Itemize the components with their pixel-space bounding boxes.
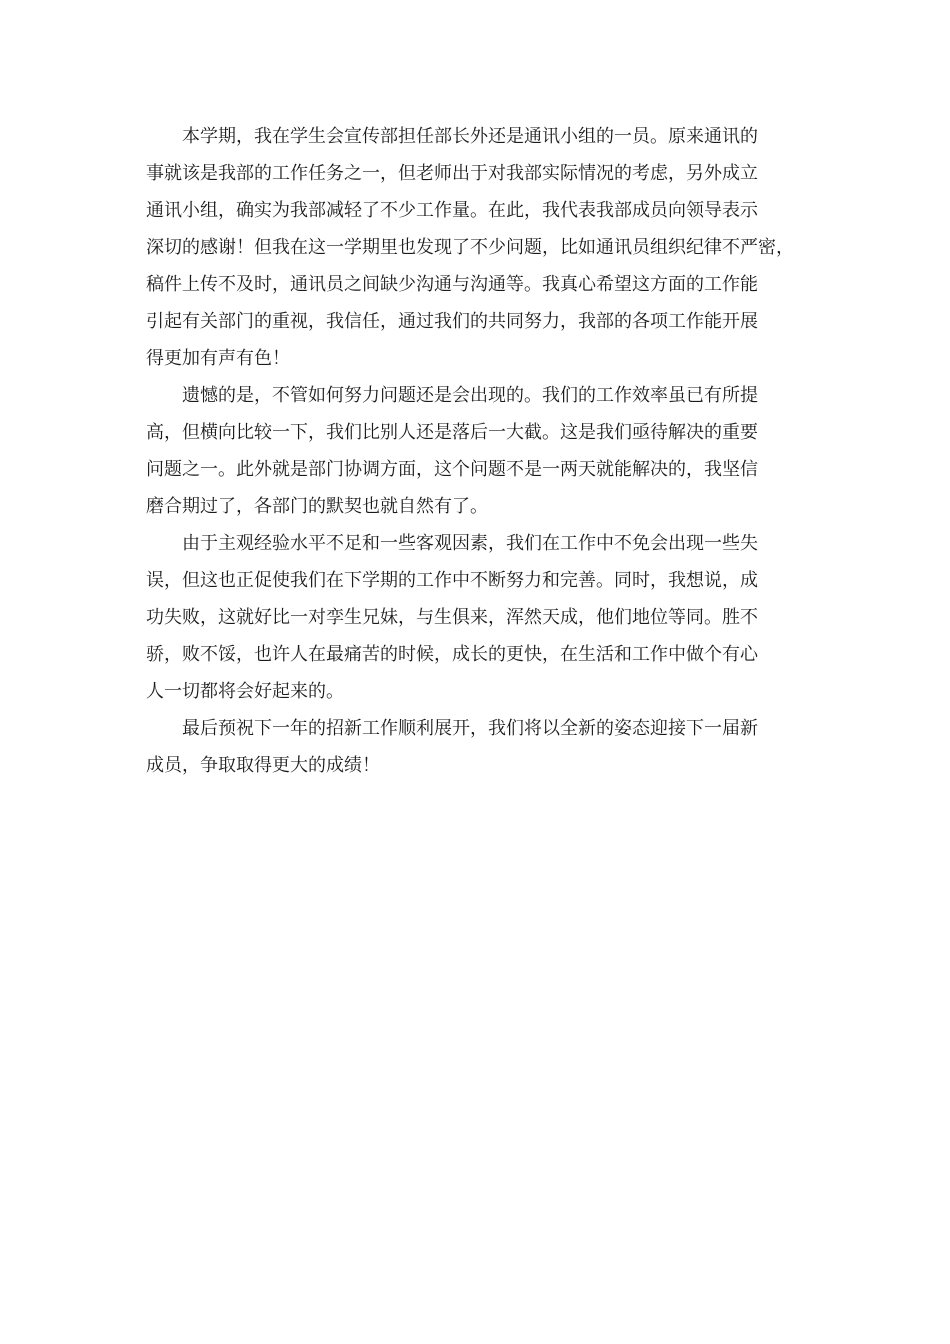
- document-body: [146, 118, 806, 784]
- paragraph-line: 功失败，这就好比一对孪生兄妹，与生俱来，浑然天成，他们地位等同。胜不: [146, 607, 758, 628]
- paragraph-line: 深切的感谢！但我在这一学期里也发现了不少问题，比如通讯员组织纪律不严密，: [146, 237, 794, 258]
- paragraph-line: 由于主观经验水平不足和一些客观因素，我们在工作中不免会出现一些失: [182, 533, 758, 554]
- paragraph-line: 遗憾的是，不管如何努力问题还是会出现的。我们的工作效率虽已有所提: [182, 385, 758, 406]
- paragraph-line: 引起有关部门的重视，我信任，通过我们的共同努力，我部的各项工作能开展: [146, 311, 758, 332]
- paragraph-4: [146, 710, 806, 784]
- paragraph-1: [146, 118, 806, 377]
- paragraph-line: 人一切都将会好起来的。: [146, 681, 344, 702]
- paragraph-2: [146, 377, 806, 525]
- paragraph-line: 通讯小组，确实为我部减轻了不少工作量。在此，我代表我部成员向领导表示: [146, 200, 758, 221]
- paragraph-3: [146, 525, 806, 710]
- paragraph-line: 高，但横向比较一下，我们比别人还是落后一大截。这是我们亟待解决的重要: [146, 422, 758, 443]
- paragraph-line: 成员，争取取得更大的成绩！: [146, 755, 380, 776]
- paragraph-line: 本学期，我在学生会宣传部担任部长外还是通讯小组的一员。原来通讯的: [182, 126, 758, 147]
- paragraph-line: 稿件上传不及时，通讯员之间缺少沟通与沟通等。我真心希望这方面的工作能: [146, 274, 758, 295]
- paragraph-line: 事就该是我部的工作任务之一，但老师出于对我部实际情况的考虑，另外成立: [146, 163, 758, 184]
- paragraph-line: 最后预祝下一年的招新工作顺利展开，我们将以全新的姿态迎接下一届新: [182, 718, 758, 739]
- paragraph-line: 误，但这也正促使我们在下学期的工作中不断努力和完善。同时，我想说，成: [146, 570, 758, 591]
- paragraph-line: 磨合期过了，各部门的默契也就自然有了。: [146, 496, 488, 517]
- paragraph-line: 得更加有声有色！: [146, 348, 290, 369]
- paragraph-line: 骄，败不馁，也许人在最痛苦的时候，成长的更快，在生活和工作中做个有心: [146, 644, 758, 665]
- paragraph-line: 问题之一。此外就是部门协调方面，这个问题不是一两天就能解决的，我坚信: [146, 459, 758, 480]
